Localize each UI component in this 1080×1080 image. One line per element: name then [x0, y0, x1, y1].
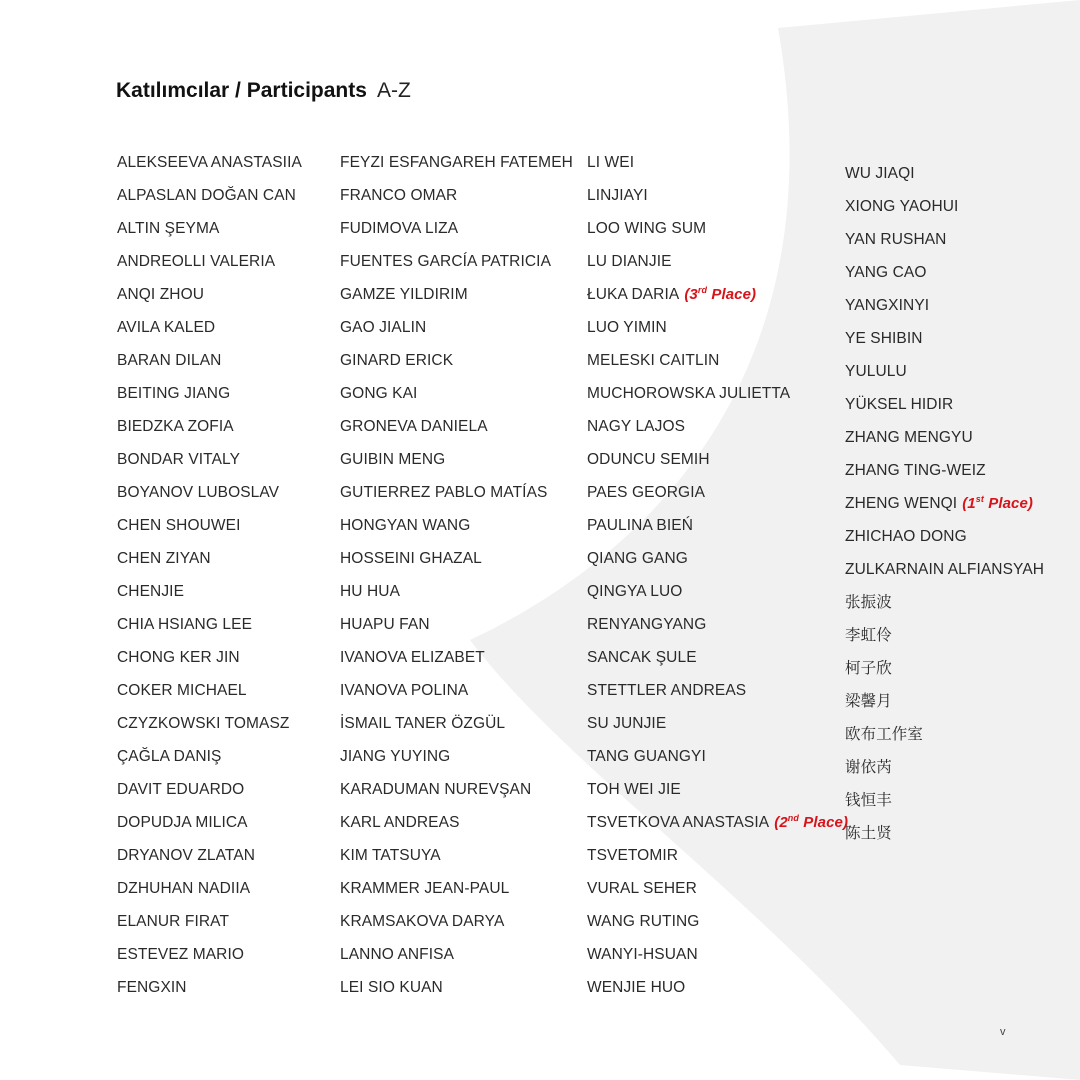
- participant-name: YAN RUSHAN: [845, 231, 947, 248]
- participant-name: CHEN SHOUWEI: [117, 517, 241, 534]
- participant-list-item: [340, 575, 573, 608]
- participant-name: HOSSEINI GHAZAL: [340, 550, 482, 567]
- participant-list-item: [117, 212, 302, 245]
- award-rank: 2: [779, 814, 788, 831]
- award-rank-suffix: st: [975, 494, 984, 504]
- participant-name: BIEDZKA ZOFIA: [117, 418, 234, 435]
- participant-name: KRAMMER JEAN-PAUL: [340, 880, 510, 897]
- participant-list-item: [845, 520, 1044, 553]
- participant-list-item: [845, 388, 1044, 421]
- participant-name: LOO WING SUM: [587, 220, 707, 237]
- participant-list-item: [340, 410, 573, 443]
- participant-list-item: [587, 608, 848, 641]
- participant-list-item: [587, 278, 848, 311]
- page-title: [116, 76, 411, 106]
- participant-name: ZHICHAO DONG: [845, 528, 967, 545]
- participant-list-item: [845, 190, 1044, 223]
- participant-name: PAES GEORGIA: [587, 484, 706, 501]
- participant-name: ALTIN ŞEYMA: [117, 220, 220, 237]
- participant-list-item: [340, 905, 573, 938]
- participant-name: ZHENG WENQI: [845, 495, 958, 512]
- participant-name: CHENJIE: [117, 583, 185, 600]
- award-open: (: [962, 495, 968, 512]
- participant-list-item: [587, 509, 848, 542]
- participant-name: ZULKARNAIN ALFIANSYAH: [845, 561, 1045, 578]
- award-rank: 1: [967, 495, 976, 512]
- participant-name: CHIA HSIANG LEE: [117, 616, 253, 633]
- participant-name: MUCHOROWSKA JULIETTA: [587, 385, 791, 402]
- participant-list-item: [340, 872, 573, 905]
- participant-list-item: [845, 685, 1044, 718]
- participant-name: CHONG KER JIN: [117, 649, 240, 666]
- participant-list-item: [845, 652, 1044, 685]
- participant-list-item: [117, 971, 302, 1004]
- participant-name: LINJIAYI: [587, 187, 648, 204]
- participant-name: ZHANG TING-WEIZ: [845, 462, 986, 479]
- participant-list-item: [340, 212, 573, 245]
- award-rank-suffix: nd: [787, 813, 799, 823]
- participant-list-item: [340, 509, 573, 542]
- participant-name: IVANOVA POLINA: [340, 682, 469, 699]
- participant-list-item: [117, 806, 302, 839]
- participant-list-item: [340, 311, 573, 344]
- participant-list-item: [845, 355, 1044, 388]
- participant-list-item: [587, 740, 848, 773]
- participant-name: LU DIANJIE: [587, 253, 672, 270]
- participant-list-item: [340, 740, 573, 773]
- participant-list-item: [340, 344, 573, 377]
- participant-name: ZHANG MENGYU: [845, 429, 973, 446]
- participant-name: YANG CAO: [845, 264, 927, 281]
- participant-list-item: [340, 377, 573, 410]
- participant-list-item: [340, 179, 573, 212]
- participant-name: ALEKSEEVA ANASTASIIA: [117, 154, 302, 171]
- participant-list-item: [117, 707, 302, 740]
- participant-list-item: [117, 278, 302, 311]
- participant-name: 谢依芮: [845, 759, 892, 776]
- participant-name: 欧布工作室: [845, 726, 924, 743]
- participant-name: WU JIAQI: [845, 165, 915, 182]
- participant-list-item: [117, 311, 302, 344]
- participant-name: GAO JIALIN: [340, 319, 427, 336]
- participant-name: YANGXINYI: [845, 297, 930, 314]
- participant-list-item: [117, 872, 302, 905]
- participant-list-item: [587, 641, 848, 674]
- participant-list-item: [340, 278, 573, 311]
- participant-name: WANG RUTING: [587, 913, 700, 930]
- participant-name: FUENTES GARCÍA PATRICIA: [340, 253, 552, 270]
- participant-column-4: [845, 157, 1044, 850]
- participant-name: FEYZI ESFANGAREH FATEMEH: [340, 154, 573, 171]
- participant-name: KARL ANDREAS: [340, 814, 460, 831]
- participant-list-item: [117, 410, 302, 443]
- award-badge: [684, 286, 756, 303]
- participant-name: KRAMSAKOVA DARYA: [340, 913, 505, 930]
- participant-name: CHEN ZIYAN: [117, 550, 211, 567]
- participant-list-item: [845, 256, 1044, 289]
- participant-name: GRONEVA DANIELA: [340, 418, 488, 435]
- participant-name: İSMAIL TANER ÖZGÜL: [340, 715, 506, 732]
- participant-name: GAMZE YILDIRIM: [340, 286, 468, 303]
- participant-list-item: [587, 212, 848, 245]
- participant-list-item: [587, 674, 848, 707]
- participant-list-item: [845, 553, 1044, 586]
- participant-name: GONG KAI: [340, 385, 418, 402]
- page-title-range: A-Z: [376, 79, 411, 102]
- participant-name: ŁUKA DARIA: [587, 286, 680, 303]
- participant-list-item: [340, 608, 573, 641]
- participant-list-item: [587, 542, 848, 575]
- participant-list-item: [845, 751, 1044, 784]
- participant-name: BEITING JIANG: [117, 385, 231, 402]
- participant-list-item: [340, 707, 573, 740]
- participant-name: 柯子欣: [845, 660, 892, 677]
- participant-list-item: [117, 773, 302, 806]
- participant-name: SU JUNJIE: [587, 715, 667, 732]
- participant-name: ANQI ZHOU: [117, 286, 205, 303]
- participant-name: ESTEVEZ MARIO: [117, 946, 245, 963]
- participant-name: BOYANOV LUBOSLAV: [117, 484, 280, 501]
- participant-list-item: [587, 179, 848, 212]
- participant-list-item: [587, 245, 848, 278]
- participant-name: ÇAĞLA DANIŞ: [117, 748, 222, 765]
- participant-name: 李虹伶: [845, 627, 892, 644]
- participant-list-item: [117, 344, 302, 377]
- participant-list-item: [845, 454, 1044, 487]
- participant-name: WANYI-HSUAN: [587, 946, 698, 963]
- participant-name: QIANG GANG: [587, 550, 688, 567]
- participant-list-item: [587, 773, 848, 806]
- participant-list-item: [117, 146, 302, 179]
- participant-list-item: [845, 619, 1044, 652]
- award-rank-suffix: rd: [697, 285, 708, 295]
- participant-list-item: [117, 674, 302, 707]
- participant-list-item: [587, 443, 848, 476]
- participant-list-item: [117, 443, 302, 476]
- participant-list-item: [340, 806, 573, 839]
- participant-name: TANG GUANGYI: [587, 748, 706, 765]
- participant-list-item: [340, 971, 573, 1004]
- participant-list-item: [845, 322, 1044, 355]
- participant-column-2: [340, 146, 573, 1004]
- participant-name: AVILA KALED: [117, 319, 216, 336]
- participant-list-item: [587, 476, 848, 509]
- participant-column-3: [587, 146, 848, 1004]
- participant-name: NAGY LAJOS: [587, 418, 686, 435]
- participant-list-item: [117, 542, 302, 575]
- participant-name: HU HUA: [340, 583, 401, 600]
- award-open: (: [684, 286, 690, 303]
- participant-name: GINARD ERICK: [340, 352, 454, 369]
- award-badge: [774, 814, 848, 831]
- participant-name: FRANCO OMAR: [340, 187, 458, 204]
- participant-list-item: [117, 839, 302, 872]
- participant-name: LANNO ANFISA: [340, 946, 455, 963]
- participant-list-item: [340, 641, 573, 674]
- participant-list-item: [587, 344, 848, 377]
- participant-name: KIM TATSUYA: [340, 847, 441, 864]
- award-rank: 3: [689, 286, 698, 303]
- participant-list-item: [845, 487, 1044, 520]
- participant-name: LEI SIO KUAN: [340, 979, 443, 996]
- participant-name: TSVETOMIR: [587, 847, 679, 864]
- participant-list-item: [340, 938, 573, 971]
- participant-name: MELESKI CAITLIN: [587, 352, 720, 369]
- participant-name: YULULU: [845, 363, 907, 380]
- participant-list-item: [340, 839, 573, 872]
- participant-name: BONDAR VITALY: [117, 451, 241, 468]
- participant-name: 张振波: [845, 594, 892, 611]
- participant-list-item: [340, 245, 573, 278]
- participant-list-item: [117, 245, 302, 278]
- participant-list-item: [340, 476, 573, 509]
- participant-name: ELANUR FIRAT: [117, 913, 230, 930]
- participant-name: WENJIE HUO: [587, 979, 686, 996]
- participant-list-item: [117, 938, 302, 971]
- participant-name: RENYANGYANG: [587, 616, 707, 633]
- participant-name: DRYANOV ZLATAN: [117, 847, 256, 864]
- participant-list-item: [340, 674, 573, 707]
- participant-name: LI WEI: [587, 154, 635, 171]
- participant-name: TSVETKOVA ANASTASIA: [587, 814, 770, 831]
- participant-name: TOH WEI JIE: [587, 781, 681, 798]
- participant-name: STETTLER ANDREAS: [587, 682, 747, 699]
- participant-name: PAULINA BIEŃ: [587, 517, 694, 534]
- participant-name: XIONG YAOHUI: [845, 198, 959, 215]
- participant-list-item: [587, 839, 848, 872]
- award-open: (: [774, 814, 780, 831]
- participant-name: IVANOVA ELIZABET: [340, 649, 485, 666]
- participant-name: HONGYAN WANG: [340, 517, 471, 534]
- participant-list-item: [845, 784, 1044, 817]
- participant-list-item: [340, 542, 573, 575]
- participant-name: JIANG YUYING: [340, 748, 451, 765]
- participant-list-item: [587, 938, 848, 971]
- participant-list-item: [587, 971, 848, 1004]
- participant-name: KARADUMAN NUREVŞAN: [340, 781, 532, 798]
- participant-list-item: [117, 509, 302, 542]
- participant-list-item: [117, 179, 302, 212]
- participant-name: FUDIMOVA LIZA: [340, 220, 459, 237]
- participant-name: ODUNCU SEMIH: [587, 451, 710, 468]
- participant-list-item: [587, 377, 848, 410]
- participant-name: 钱恒丰: [845, 792, 892, 809]
- participant-list-item: [117, 740, 302, 773]
- participant-name: LUO YIMIN: [587, 319, 667, 336]
- award-badge: [962, 495, 1033, 512]
- award-label: Place): [707, 286, 757, 303]
- participant-name: FENGXIN: [117, 979, 187, 996]
- participant-name: BARAN DILAN: [117, 352, 222, 369]
- participant-list-item: [587, 872, 848, 905]
- page-title-main: Katılımcılar / Participants: [116, 79, 367, 102]
- award-label: Place): [983, 495, 1034, 512]
- participant-name: 陈土贤: [845, 825, 892, 842]
- participant-name: YE SHIBIN: [845, 330, 923, 347]
- participant-name: SANCAK ŞULE: [587, 649, 697, 666]
- participant-list-item: [117, 905, 302, 938]
- participant-name: 梁馨月: [845, 693, 892, 710]
- participant-name: VURAL SEHER: [587, 880, 697, 897]
- participant-name: DAVIT EDUARDO: [117, 781, 245, 798]
- participant-list-item: [117, 641, 302, 674]
- participant-list-item: [845, 223, 1044, 256]
- participant-list-item: [587, 410, 848, 443]
- page-number: v: [1000, 1026, 1006, 1038]
- participant-name: ANDREOLLI VALERIA: [117, 253, 276, 270]
- participant-list-item: [340, 773, 573, 806]
- participant-list-item: [340, 443, 573, 476]
- participant-name: GUIBIN MENG: [340, 451, 446, 468]
- participant-list-item: [117, 377, 302, 410]
- participant-name: DOPUDJA MILICA: [117, 814, 248, 831]
- award-label: Place): [798, 814, 849, 831]
- participant-name: ALPASLAN DOĞAN CAN: [117, 187, 296, 204]
- participant-name: QINGYA LUO: [587, 583, 683, 600]
- participant-list-item: [845, 289, 1044, 322]
- participant-list-item: [340, 146, 573, 179]
- participant-list-item: [117, 608, 302, 641]
- participant-list-item: [587, 707, 848, 740]
- participant-list-item: [845, 586, 1044, 619]
- participant-name: CZYZKOWSKI TOMASZ: [117, 715, 290, 732]
- participant-list-item: [845, 718, 1044, 751]
- participant-list-item: [117, 476, 302, 509]
- participant-list-item: [587, 146, 848, 179]
- participant-list-item: [587, 575, 848, 608]
- participant-list-item: [845, 421, 1044, 454]
- participant-name: COKER MICHAEL: [117, 682, 247, 699]
- participant-list-item: [587, 311, 848, 344]
- participant-list-item: [845, 157, 1044, 190]
- participant-list-item: [587, 905, 848, 938]
- participant-list-item: [845, 817, 1044, 850]
- participant-list-item: [587, 806, 848, 839]
- participant-name: YÜKSEL HIDIR: [845, 396, 954, 413]
- participant-name: DZHUHAN NADIIA: [117, 880, 251, 897]
- participant-list-item: [117, 575, 302, 608]
- participant-name: HUAPU FAN: [340, 616, 430, 633]
- participant-column-1: [117, 146, 302, 1004]
- participant-name: GUTIERREZ PABLO MATÍAS: [340, 484, 548, 501]
